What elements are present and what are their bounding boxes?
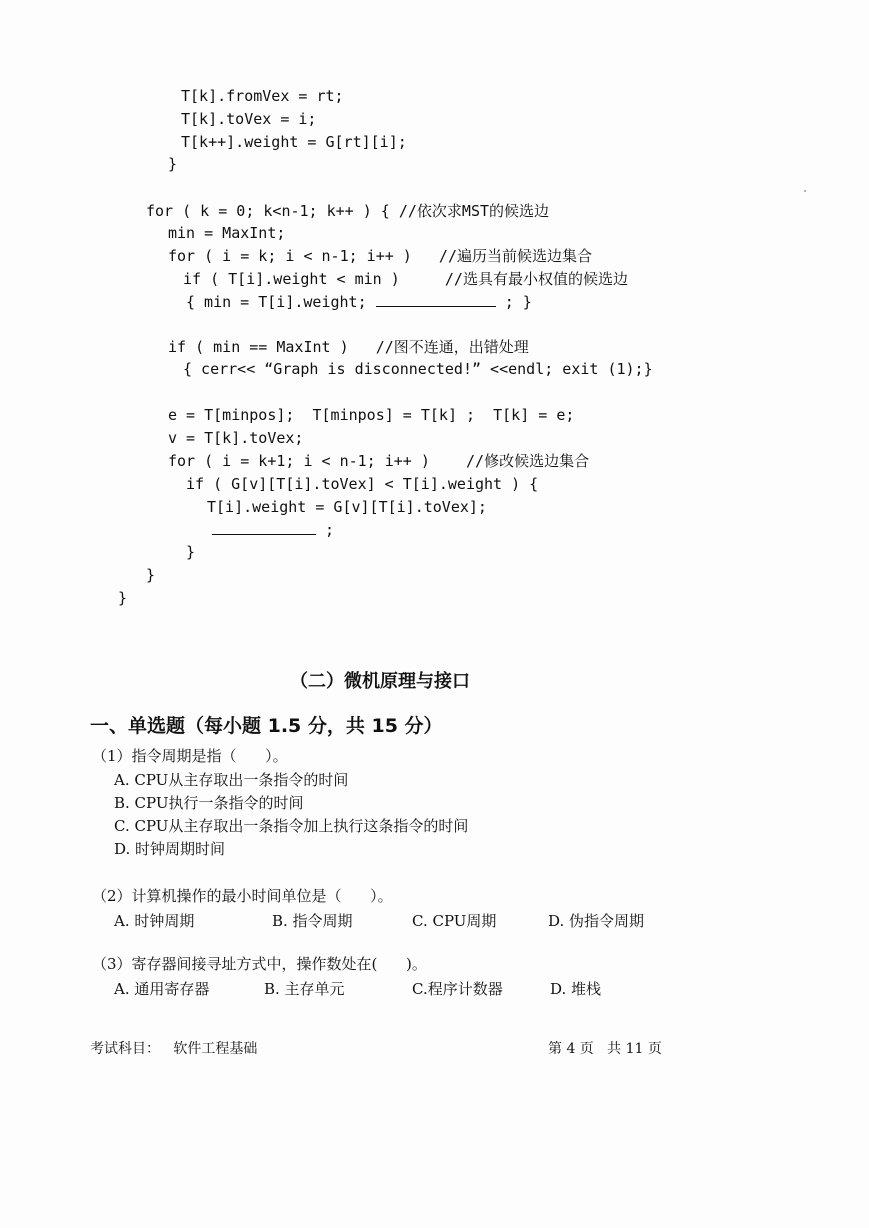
code-line: for ( i = k; i < n-1; i++ ) //遍历当前候选边集合 [168,247,592,265]
code-line: v = T[k].toVex; [168,429,304,447]
code-line: for ( i = k+1; i < n-1; i++ ) //修改候选边集合 [168,452,590,470]
code-line: if ( G[v][T[i].toVex] < T[i].weight ) { [186,475,539,493]
code-line: } [146,566,156,584]
code-line: } [118,589,128,607]
answer-option: B. CPU执行一条指令的时间 [114,794,304,812]
fill-in-blank [212,533,316,535]
code-text: { min = T[i].weight; [186,293,367,311]
code-line-with-blank [212,521,334,540]
code-line: T[k].fromVex = rt; [181,87,344,105]
answer-option: D. 时钟周期时间 [114,840,226,858]
code-text: ; } [504,293,532,311]
answer-option: A. CPU从主存取出一条指令的时间 [114,771,349,789]
code-line: if ( min == MaxInt ) //图不连通，出错处理 [168,338,529,356]
code-line: { cerr<< “Graph is disconnected!” <<endl; exit (1);} [183,360,653,378]
footer-page-number: 第 4 页 共 11 页 [548,1041,662,1057]
code-line-with-blank [186,293,532,312]
code-line: min = MaxInt; [168,224,286,242]
answer-option: C. CPU周期 [412,912,497,930]
code-text: ; [325,521,335,539]
answer-option: C. CPU从主存取出一条指令加上执行这条指令的时间 [114,817,469,835]
code-line: T[k++].weight = G[rt][i]; [181,133,407,151]
fill-in-blank [376,305,496,307]
footer-subject: 考试科目： 软件工程基础 [90,1041,258,1057]
answer-option: C.程序计数器 [412,980,503,998]
question-stem: （3）寄存器间接寻址方式中，操作数处在( )。 [92,955,427,973]
scan-speck [804,190,806,192]
code-line: } [186,543,196,561]
answer-option: A. 时钟周期 [114,912,195,930]
code-line: T[k].toVex = i; [181,110,317,128]
code-line: for ( k = 0; k<n-1; k++ ) { //依次求MST的候选边 [146,202,550,220]
answer-option: B. 指令周期 [272,912,353,930]
code-line: if ( T[i].weight < min ) //选具有最小权值的候选边 [183,270,628,288]
section-title: （二）微机原理与接口 [290,671,470,692]
part-heading: 一、单选题（每小题 1.5 分，共 15 分） [90,715,443,737]
code-line: T[i].weight = G[v][T[i].toVex]; [207,498,487,516]
answer-option: A. 通用寄存器 [114,980,210,998]
question-stem: （1）指令周期是指（ ）。 [92,747,288,765]
code-line: } [168,155,178,173]
answer-option: D. 伪指令周期 [548,912,645,930]
code-line: e = T[minpos]; T[minpos] = T[k] ; T[k] = e; [168,406,575,424]
answer-option: B. 主存单元 [264,980,345,998]
question-stem: （2）计算机操作的最小时间单位是（ ）。 [92,887,393,905]
answer-option: D. 堆栈 [550,980,602,998]
